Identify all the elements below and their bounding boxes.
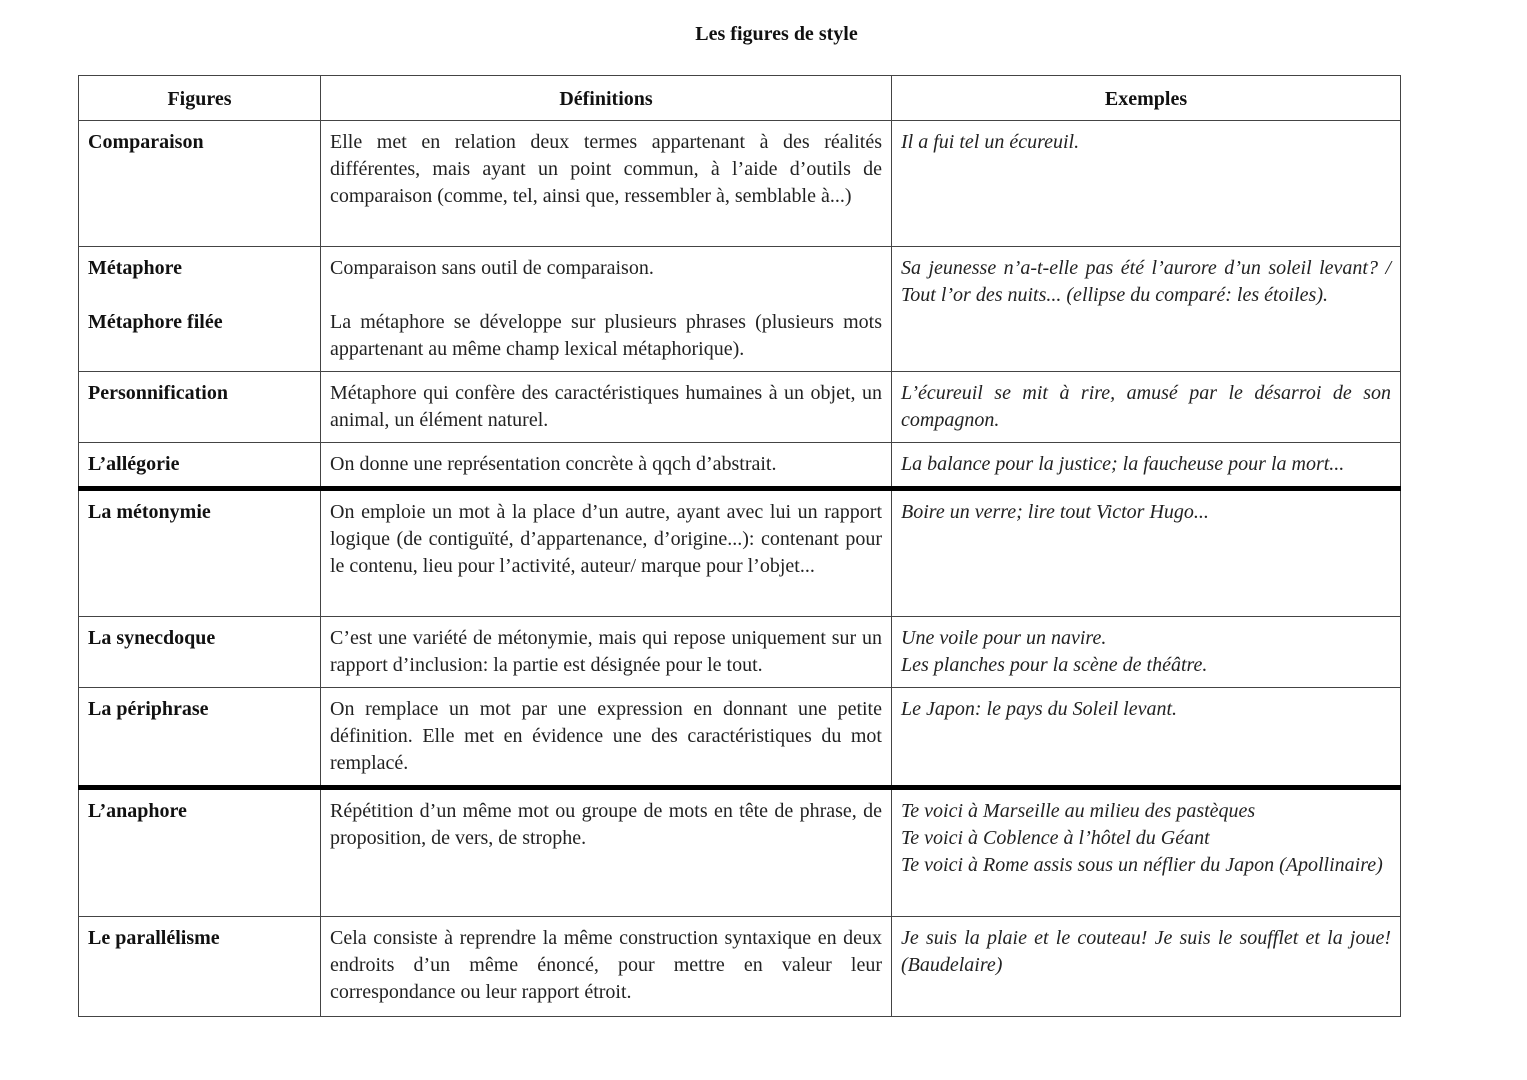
example-line: Les planches pour la scène de théâtre. xyxy=(901,654,1208,677)
definition-cell: Cela consiste à reprendre la même construction syntaxique en deux endroits d’un même énoncé, pour mettre en valeur leur correspondance ou leur rapport étroit. xyxy=(321,917,892,1017)
table-row xyxy=(79,372,1401,443)
example-cell xyxy=(892,788,1401,917)
header-figures: Figures xyxy=(79,76,321,121)
figure-name: Métaphore xyxy=(88,257,183,279)
definition-cell: Elle met en relation deux termes appartenant à des réalités différentes, mais ayant un point commun, à l’aide d’outils de comparaison (comme, tel, ainsi que, ressembler à, semblable à...) xyxy=(321,121,892,247)
definition-cell: C’est une variété de métonymie, mais qui repose uniquement sur un rapport d’inclusion: la partie est désignée pour le tout. xyxy=(321,617,892,688)
table-row xyxy=(79,247,1401,372)
example-cell: La balance pour la justice; la faucheuse pour la mort... xyxy=(892,443,1401,489)
figures-table xyxy=(78,75,1401,1017)
page-title: Les figures de style xyxy=(695,23,858,45)
table-row xyxy=(79,688,1401,788)
example-cell: Le Japon: le pays du Soleil levant. xyxy=(892,688,1401,788)
example-line: Te voici à Coblence à l’hôtel du Géant xyxy=(901,827,1210,850)
definition-cell: On remplace un mot par une expression en donnant une petite définition. Elle met en évidence une des caractéristiques du mot remplacé. xyxy=(321,688,892,788)
figure-cell: La synecdoque xyxy=(79,617,321,688)
definition-cell: On emploie un mot à la place d’un autre, ayant avec lui un rapport logique (de contiguïté, d’appartenance, d’origine...): contenant pour le contenu, lieu pour l’activité, auteur/ marque pour l’objet... xyxy=(321,489,892,617)
example-cell: L’écureuil se mit à rire, amusé par le désarroi de son compagnon. xyxy=(892,372,1401,443)
figure-cell: La périphrase xyxy=(79,688,321,788)
figure-cell: La métonymie xyxy=(79,489,321,617)
figure-cell: L’allégorie xyxy=(79,443,321,489)
table-header-row xyxy=(79,76,1401,121)
definition-cell: On donne une représentation concrète à qqch d’abstrait. xyxy=(321,443,892,489)
definition-cell: Répétition d’un même mot ou groupe de mots en tête de phrase, de proposition, de vers, de strophe. xyxy=(321,788,892,917)
header-examples: Exemples xyxy=(892,76,1401,121)
table-row xyxy=(79,917,1401,1017)
example-cell xyxy=(892,617,1401,688)
example-line: Te voici à Marseille au milieu des pastèques xyxy=(901,800,1256,822)
example-cell: Sa jeunesse n’a-t-elle pas été l’aurore d’un soleil levant? / Tout l’or des nuits... (ellipse du comparé: les étoiles). xyxy=(892,247,1401,372)
example-cell: Boire un verre; lire tout Victor Hugo... xyxy=(892,489,1401,617)
example-cell: Je suis la plaie et le couteau! Je suis le soufflet et la joue! (Baudelaire) xyxy=(892,917,1401,1017)
table-row xyxy=(79,788,1401,917)
figure-cell: Personnification xyxy=(79,372,321,443)
example-line: Une voile pour un navire. xyxy=(901,627,1107,649)
definition-cell: Métaphore qui confère des caractéristiques humaines à un objet, un animal, un élément naturel. xyxy=(321,372,892,443)
figure-cell: Le parallélisme xyxy=(79,917,321,1017)
definition-text-extra: La métaphore se développe sur plusieurs phrases (plusieurs mots appartenant au même champ lexical métaphorique). xyxy=(330,311,882,361)
example-cell: Il a fui tel un écureuil. xyxy=(892,121,1401,247)
table-row xyxy=(79,121,1401,247)
table-row xyxy=(79,489,1401,617)
table-row xyxy=(79,443,1401,489)
figure-cell: Comparaison xyxy=(79,121,321,247)
definition-text: Comparaison sans outil de comparaison. xyxy=(330,257,654,279)
table-row xyxy=(79,617,1401,688)
example-line: Te voici à Rome assis sous un néflier du Japon (Apollinaire) xyxy=(901,854,1383,877)
figure-cell xyxy=(79,247,321,372)
header-definitions: Définitions xyxy=(321,76,892,121)
figure-cell: L’anaphore xyxy=(79,788,321,917)
figure-name-extra: Métaphore filée xyxy=(88,311,223,334)
definition-cell xyxy=(321,247,892,372)
